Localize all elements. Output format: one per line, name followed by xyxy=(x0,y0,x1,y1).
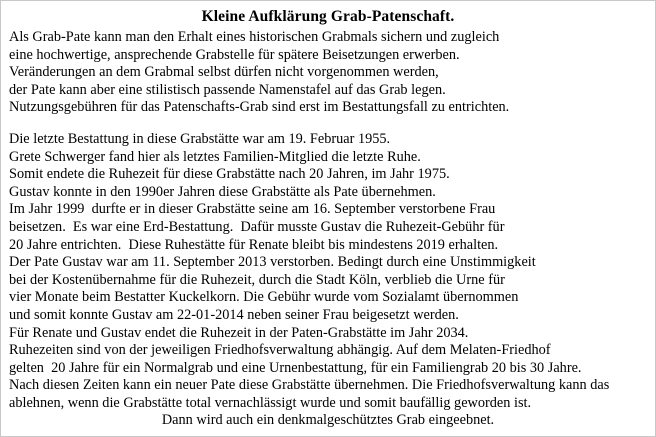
paragraph-closing xyxy=(9,412,647,430)
text-line: Grete Schwerger fand hier als letztes Familien-Mitglied die letzte Ruhe. xyxy=(9,148,421,165)
text-line: Für Renate und Gustav endet die Ruhezeit in der Paten-Grabstätte im Jahr 2034. xyxy=(9,324,469,341)
paragraph-spacer xyxy=(9,117,647,131)
text-line: Die letzte Bestattung in diese Grabstätte war am 19. Februar 1955. xyxy=(9,130,391,147)
text-line: Als Grab-Pate kann man den Erhalt eines historischen Grabmals sichern und zugleich xyxy=(9,29,500,45)
text-line: Der Pate Gustav war am 11. September 2013 verstorben. Bedingt durch eine Unstimmigkeit xyxy=(9,254,536,271)
text-line: 20 Jahre entrichten. Diese Ruhestätte für Renate bleibt bis mindestens 2019 erhalten. xyxy=(9,236,499,253)
text-line: gelten 20 Jahre für ein Normalgrab und eine Urnenbestattung, für ein Familiengrab 20 bis 30 Jahre. xyxy=(9,359,582,376)
text-line: eine hochwertige, ansprechende Grabstelle für spätere Beisetzungen erwerben. xyxy=(9,46,460,63)
text-line: Im Jahr 1999 durfte er in dieser Grabstätte seine am 16. September verstorbene Frau xyxy=(9,201,496,218)
text-line: Gustav konnte in den 1990er Jahren diese Grabstätte als Pate übernehmen. xyxy=(9,183,436,200)
text-line: ablehnen, wenn die Grabstätte total vernachlässigt wurde und somit baufällig geworden ist. xyxy=(9,394,532,411)
text-line: beisetzen. Es war eine Erd-Bestattung. Dafür musste Gustav die Ruhezeit-Gebühr für xyxy=(9,218,505,235)
text-line: Ruhezeiten sind von der jeweiligen Friedhofsverwaltung abhängig. Auf dem Melaten-Friedhof xyxy=(9,342,551,359)
text-line: bei der Kostenübernahme für die Ruhezeit, durch die Stadt Köln, verblieb die Urne für xyxy=(9,271,505,288)
text-line: Nach diesen Zeiten kann ein neuer Pate diese Grabstätte übernehmen. Die Friedhofsverwaltung kann das xyxy=(9,377,610,394)
text-line: Dann wird auch ein denkmalgeschütztes Grab eingeebnet. xyxy=(161,412,495,429)
text-line: Somit endete die Ruhezeit für diese Grabstätte nach 20 Jahren, im Jahr 1975. xyxy=(9,166,450,183)
paragraph-intro xyxy=(9,29,647,117)
text-line: Nutzungsgebühren für das Patenschafts-Grab sind erst im Bestattungsfall zu entrichten. xyxy=(9,99,510,116)
text-line: der Pate kann aber eine stilistisch passende Namenstafel auf das Grab legen. xyxy=(9,81,446,98)
text-line: Veränderungen an dem Grabmal selbst dürfen nicht vorgenommen werden, xyxy=(9,64,439,81)
text-line: vier Monate beim Bestatter Kuckelkorn. Die Gebühr wurde vom Sozialamt übernommen xyxy=(9,289,519,306)
page-title: Kleine Aufklärung Grab-Patenschaft. xyxy=(201,8,455,25)
paragraph-history xyxy=(9,131,647,413)
text-line: und somit konnte Gustav am 22-01-2014 neben seiner Frau beigesetzt werden. xyxy=(9,306,459,323)
